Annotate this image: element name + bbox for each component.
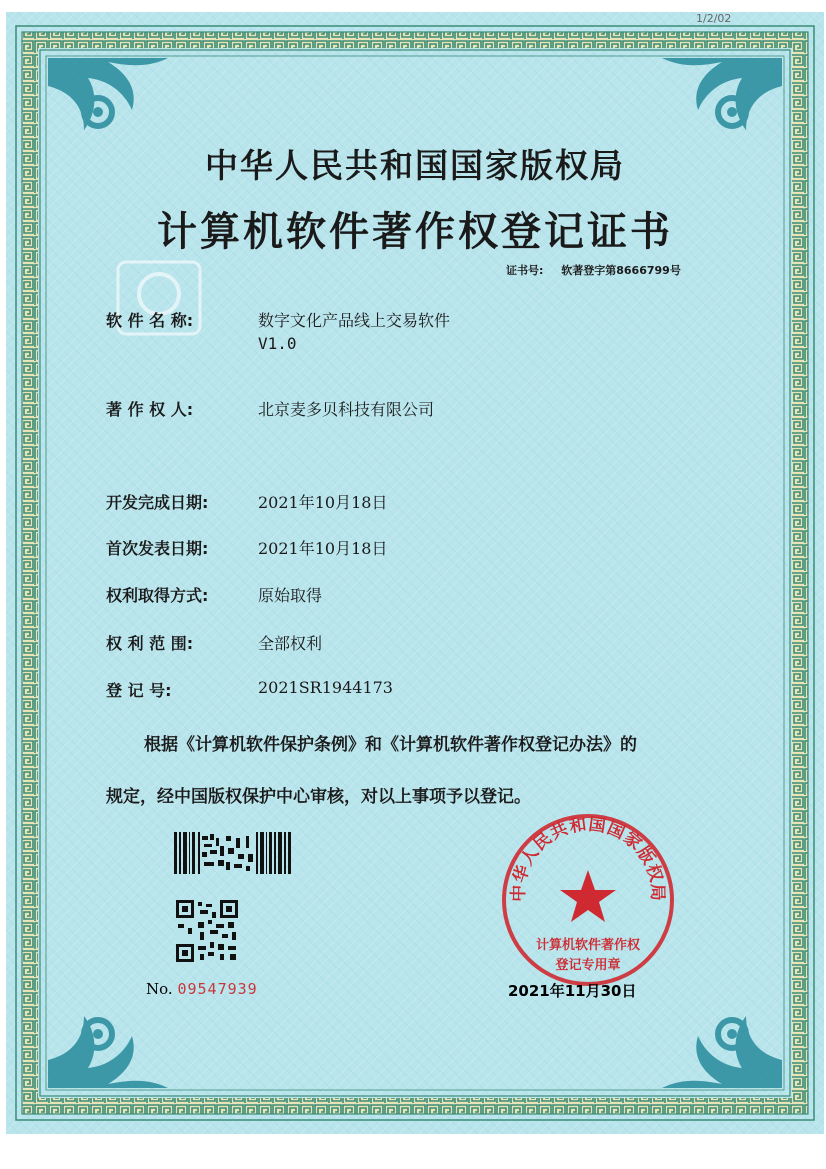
- field-label: 软 件 名 称:: [106, 311, 194, 330]
- qr-code-image: [176, 900, 238, 962]
- serial-number: [146, 980, 258, 998]
- serial-value: 09547939: [177, 980, 258, 998]
- field-value: 2021SR1944173: [258, 678, 393, 697]
- certificate-title: 计算机软件著作权登记证书: [157, 208, 673, 255]
- statement-line-2: 规定，经中国版权保护中心审核，对以上事项予以登记。: [106, 787, 531, 807]
- field-label: 首次发表日期:: [106, 539, 209, 558]
- field-label: 权 利 范 围:: [106, 634, 194, 653]
- corner-ornament-bottom-right: [662, 1016, 782, 1088]
- official-seal: [498, 810, 678, 990]
- corner-ornament-top-right: [662, 58, 782, 130]
- seal-star-icon: [560, 870, 616, 922]
- field-label: 登 记 号:: [106, 681, 172, 700]
- certificate-number: [506, 262, 681, 278]
- corner-ornament-top-left: [48, 58, 168, 130]
- field-label: 开发完成日期:: [106, 493, 209, 512]
- seal-inner-line-2: 登记专用章: [555, 958, 621, 973]
- field-label: 权利取得方式:: [106, 586, 209, 605]
- statement-line-1: 根据《计算机软件保护条例》和《计算机软件著作权登记办法》的: [144, 735, 637, 755]
- field-value: 全部权利: [258, 634, 323, 653]
- field-value: 原始取得: [258, 586, 323, 605]
- seal-inner-line-1: 计算机软件著作权: [535, 938, 640, 953]
- field-value: 2021年10月18日: [258, 493, 388, 512]
- field-value: 北京麦多贝科技有限公司: [258, 400, 435, 419]
- certificate-number-value: 软著登字第8666799号: [561, 264, 681, 277]
- field-value-version: V1.0: [258, 334, 297, 353]
- issue-date: 2021年11月30日: [508, 982, 637, 1000]
- barcode-image: [174, 832, 294, 874]
- seal-outer-text: 中华人民共和国国家版权局: [508, 814, 668, 903]
- issuer-title: 中华人民共和国国家版权局: [205, 146, 625, 185]
- handwritten-note: 1/2/02: [696, 12, 732, 25]
- field-value: 2021年10月18日: [258, 539, 388, 558]
- field-label: 著 作 权 人:: [106, 400, 194, 419]
- certificate-page: [6, 12, 824, 1134]
- certificate-number-label: 证书号:: [506, 264, 544, 277]
- corner-ornament-bottom-left: [48, 1016, 168, 1088]
- field-value: 数字文化产品线上交易软件: [258, 311, 451, 330]
- serial-prefix: No.: [146, 980, 173, 998]
